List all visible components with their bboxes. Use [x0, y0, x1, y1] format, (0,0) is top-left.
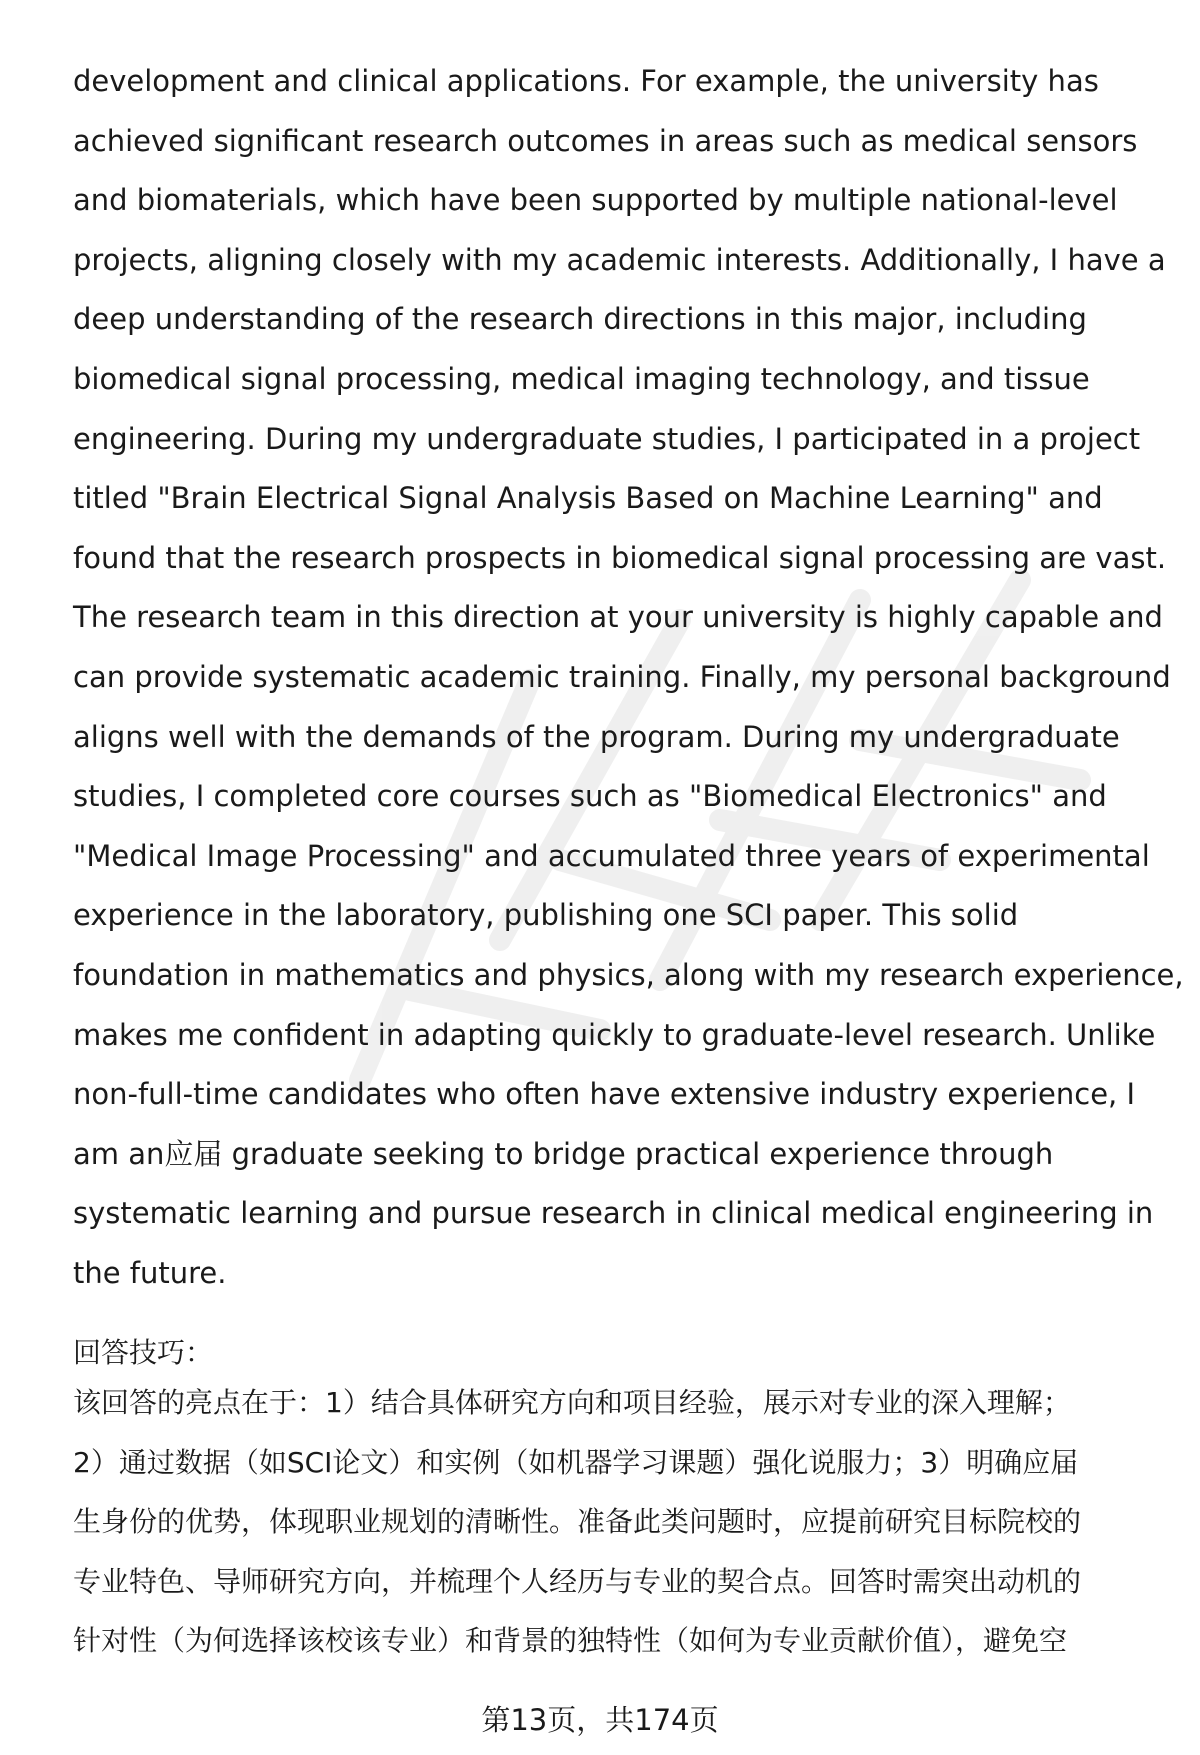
tips-heading: 回答技巧： [73, 1336, 214, 1369]
body-line: makes me confident in adapting quickly to graduate-level research. Unlike [73, 1017, 1156, 1052]
tips-line: 针对性（为何选择该校该专业）和背景的独特性（如何为专业贡献价值），避免空 [73, 1624, 1068, 1658]
body-line: foundation in mathematics and physics, along with my research experience, [73, 957, 1184, 992]
tips-line: 2）通过数据（如SCI论文）和实例（如机器学习课题）强化说服力；3）明确应届 [73, 1445, 1079, 1479]
page-number: 第13页，共174页 [481, 1703, 719, 1737]
body-line: experience in the laboratory, publishing one SCI paper. This solid [73, 898, 1019, 933]
answer-tips-section [73, 1333, 1163, 1671]
tips-line: 专业特色、导师研究方向，并梳理个人经历与专业的契合点。回答时需突出动机的 [73, 1564, 1082, 1598]
body-line: deep understanding of the research directions in this major, including [73, 302, 1087, 337]
body-line: titled "Brain Electrical Signal Analysis Based on Machine Learning" and [73, 481, 1103, 516]
body-line: aligns well with the demands of the program. During my undergraduate [73, 719, 1120, 754]
body-line: engineering. During my undergraduate studies, I participated in a project [73, 421, 1141, 456]
body-line: achieved significant research outcomes in areas such as medical sensors [73, 123, 1138, 158]
body-line: The research team in this direction at your university is highly capable and [73, 600, 1163, 635]
body-line: found that the research prospects in biomedical signal processing are vast. [73, 540, 1167, 575]
body-line: the future. [73, 1255, 227, 1290]
body-line: projects, aligning closely with my academic interests. Additionally, I have a [73, 242, 1166, 277]
tips-line: 该回答的亮点在于：1）结合具体研究方向和项目经验，展示对专业的深入理解； [73, 1386, 1071, 1419]
answer-body [73, 52, 1184, 1303]
body-line: and biomaterials, which have been supported by multiple national-level [73, 183, 1118, 218]
body-line: studies, I completed core courses such as "Biomedical Electronics" and [73, 779, 1107, 814]
body-line: biomedical signal processing, medical imaging technology, and tissue [73, 361, 1090, 396]
body-line: am an应届 graduate seeking to bridge practical experience through [73, 1136, 1054, 1171]
body-line: systematic learning and pursue research in clinical medical engineering in [73, 1196, 1154, 1231]
body-line: non-full-time candidates who often have extensive industry experience, I [73, 1077, 1136, 1112]
body-line: "Medical Image Processing" and accumulated three years of experimental [73, 838, 1150, 873]
body-line: can provide systematic academic training. Finally, my personal background [73, 659, 1171, 694]
body-line: development and clinical applications. For example, the university has [73, 64, 1099, 98]
tips-line: 生身份的优势，体现职业规划的清晰性。准备此类问题时，应提前研究目标院校的 [73, 1505, 1082, 1539]
